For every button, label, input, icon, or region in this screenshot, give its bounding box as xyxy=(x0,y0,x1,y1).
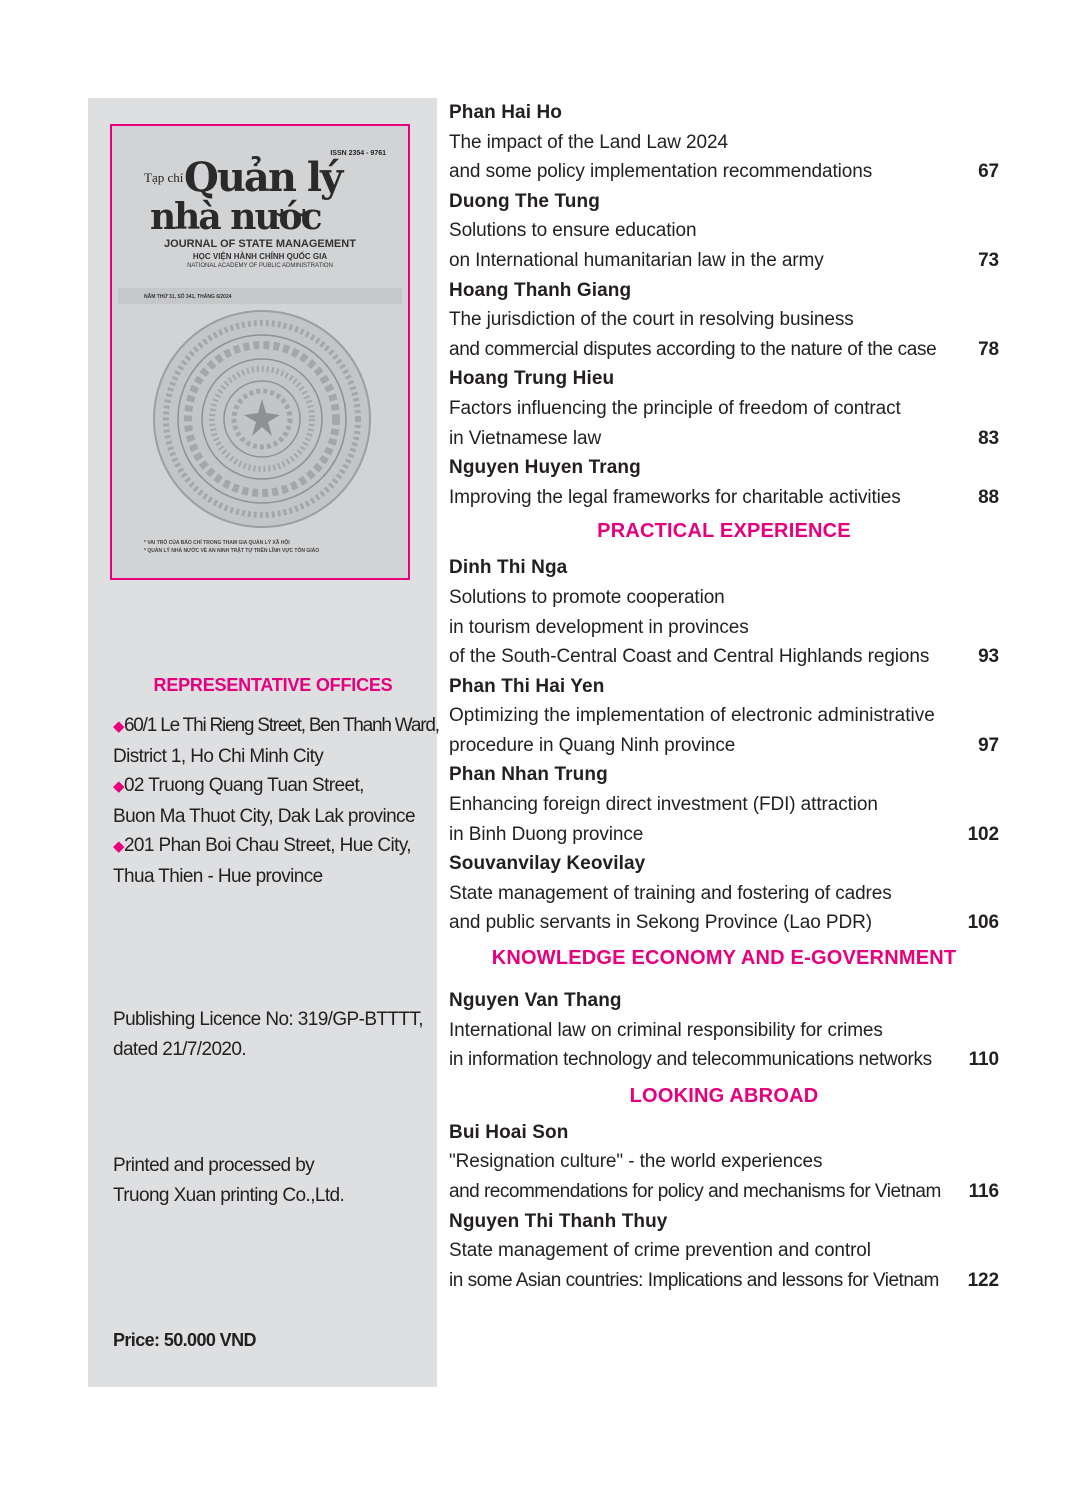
cover-title-line1: Quản lý xyxy=(184,154,342,201)
table-of-contents xyxy=(449,98,999,1295)
cover-academy-vn: HỌC VIỆN HÀNH CHÍNH QUỐC GIA xyxy=(192,252,328,261)
toc-article-title: in tourism development in provinces xyxy=(449,616,749,638)
journal-cover-image xyxy=(110,124,410,580)
toc-article-title xyxy=(449,483,999,513)
toc-article-title xyxy=(449,1045,999,1075)
toc-article-title: Enhancing foreign direct investment (FDI) attraction xyxy=(449,794,878,816)
bronze-drum-icon xyxy=(152,304,372,534)
office3-line1: 201 Phan Boi Chau Street, Hue City, xyxy=(123,835,411,856)
toc-title-text: and public servants in Sekong Province (Lao PDR) xyxy=(449,912,872,934)
cover-academy-en: NATIONAL ACADEMY OF PUBLIC ADMINISTRATION xyxy=(187,263,333,269)
toc-article-title: State management of crime prevention and control xyxy=(449,1240,871,1262)
diamond-bullet-icon: ◆ xyxy=(113,778,124,795)
toc-page-number: 83 xyxy=(978,427,999,449)
toc-article-title: The impact of the Land Law 2024 xyxy=(449,131,728,153)
toc-author: Bui Hoai Son xyxy=(449,1121,569,1143)
toc-article-title xyxy=(449,157,999,187)
diamond-bullet-icon: ◆ xyxy=(113,838,124,855)
cover-note-2: * QUẢN LÝ NHÀ NƯỚC VỀ AN NINH TRẬT TỰ TRÊN LĨNH VỰC TÔN GIÁO xyxy=(144,548,320,554)
toc-author: Phan Thi Hai Yen xyxy=(449,675,605,697)
toc-article-title: Factors influencing the principle of freedom of contract xyxy=(449,397,901,419)
toc-article-title xyxy=(449,335,999,365)
toc-page-number: 106 xyxy=(967,912,999,934)
publishing-licence xyxy=(113,1005,443,1064)
toc-title-text: and some policy implementation recommendations xyxy=(449,161,873,183)
toc-title-text: Improving the legal frameworks for charitable activities xyxy=(449,486,901,508)
diamond-bullet-icon: ◆ xyxy=(113,718,124,735)
cover-issue: NĂM THỨ 31, SỐ 341, THÁNG 6/2024 xyxy=(144,294,232,300)
representative-offices-heading: REPRESENTATIVE OFFICES xyxy=(153,675,393,695)
toc-article-title: Solutions to ensure education xyxy=(449,220,697,242)
toc-title-text: in information technology and telecommunications networks xyxy=(449,1049,932,1071)
cover-title-line2: nhà nước xyxy=(150,196,321,238)
toc-title-text: and recommendations for policy and mechanisms for Vietnam xyxy=(449,1181,941,1202)
toc-article-title xyxy=(449,1177,999,1207)
toc-title-text: procedure in Quang Ninh province xyxy=(449,734,736,756)
toc-author: Phan Hai Ho xyxy=(449,102,563,123)
printed-line1: Printed and processed by xyxy=(113,1155,315,1176)
price: Price: 50.000 VND xyxy=(113,1330,256,1350)
toc-title-text: on International humanitarian law in the army xyxy=(449,249,824,271)
toc-author: Nguyen Huyen Trang xyxy=(449,457,641,479)
cover-tap-chi: Tạp chí xyxy=(144,170,184,185)
toc-article-title xyxy=(449,820,999,850)
toc-author: Dinh Thi Nga xyxy=(449,557,568,579)
toc-article-title xyxy=(449,908,999,938)
section-heading-knowledge-economy: KNOWLEDGE ECONOMY AND E-GOVERNMENT xyxy=(491,947,957,970)
toc-page-number: 122 xyxy=(967,1269,999,1291)
toc-author: Nguyen Thi Thanh Thuy xyxy=(449,1210,668,1232)
office1-line1: 60/1 Le Thi Rieng Street, Ben Thanh Ward, xyxy=(123,715,439,736)
office2-line2: Buon Ma Thuot City, Dak Lak province xyxy=(113,805,415,827)
office2-line1: 02 Truong Quang Tuan Street, xyxy=(123,775,364,796)
office-addresses xyxy=(113,711,443,891)
toc-author: Phan Nhan Trung xyxy=(449,764,608,786)
cover-subtitle: JOURNAL OF STATE MANAGEMENT xyxy=(164,238,356,250)
toc-author: Hoang Thanh Giang xyxy=(449,279,632,301)
toc-page-number: 78 xyxy=(978,338,999,360)
toc-article-title: The jurisdiction of the court in resolving business xyxy=(449,309,854,331)
toc-article-title: "Resignation culture" - the world experiences xyxy=(449,1151,823,1173)
licence-line1: Publishing Licence No: 319/GP-BTTTT, xyxy=(113,1009,423,1030)
toc-page-number: 102 xyxy=(967,823,999,845)
section-heading-practical: PRACTICAL EXPERIENCE xyxy=(597,520,851,543)
toc-title-text: of the South-Central Coast and Central Highlands regions xyxy=(449,646,930,668)
toc-author: Souvanvilay Keovilay xyxy=(449,853,646,875)
toc-article-title xyxy=(449,731,999,761)
toc-article-title: State management of training and fostering of cadres xyxy=(449,882,892,904)
toc-article-title xyxy=(449,1266,999,1296)
toc-article-title xyxy=(449,246,999,276)
cover-note-1: * VAI TRÒ CỦA BÁO CHÍ TRONG THAM GIA QUẢN LÝ XÃ HỘI xyxy=(144,540,290,546)
toc-page-number: 93 xyxy=(978,646,999,668)
toc-author: Duong The Tung xyxy=(449,190,600,212)
toc-article-title: International law on criminal responsibility for crimes xyxy=(449,1019,883,1041)
toc-article-title xyxy=(449,642,999,672)
printed-line2: Truong Xuan printing Co.,Ltd. xyxy=(113,1184,345,1206)
licence-line2: dated 21/7/2020. xyxy=(113,1038,247,1060)
toc-page-number: 73 xyxy=(978,249,999,271)
printer-info xyxy=(113,1151,443,1210)
toc-title-text: and commercial disputes according to the nature of the case xyxy=(449,338,937,360)
toc-title-text: in Vietnamese law xyxy=(449,427,602,449)
cover-issn: ISSN 2354 - 9761 xyxy=(330,150,386,157)
toc-title-text: in some Asian countries: Implications and lessons for Vietnam xyxy=(449,1269,939,1291)
toc-article-title: Optimizing the implementation of electronic administrative xyxy=(449,705,935,727)
office1-line2: District 1, Ho Chi Minh City xyxy=(113,745,324,767)
office3-line2: Thua Thien - Hue province xyxy=(113,865,323,887)
toc-page-number: 88 xyxy=(978,486,999,508)
toc-article-title xyxy=(449,424,999,454)
toc-page-number: 97 xyxy=(978,734,999,756)
toc-author: Hoang Trung Hieu xyxy=(449,368,615,390)
section-heading-looking-abroad: LOOKING ABROAD xyxy=(629,1084,819,1107)
toc-title-text: in Binh Duong province xyxy=(449,823,644,845)
toc-page-number: 110 xyxy=(968,1049,999,1071)
toc-page-number: 116 xyxy=(968,1181,999,1202)
toc-author: Nguyen Van Thang xyxy=(449,990,622,1012)
toc-page-number: 67 xyxy=(978,161,999,183)
toc-article-title: Solutions to promote cooperation xyxy=(449,586,725,608)
sidebar xyxy=(88,98,437,1387)
